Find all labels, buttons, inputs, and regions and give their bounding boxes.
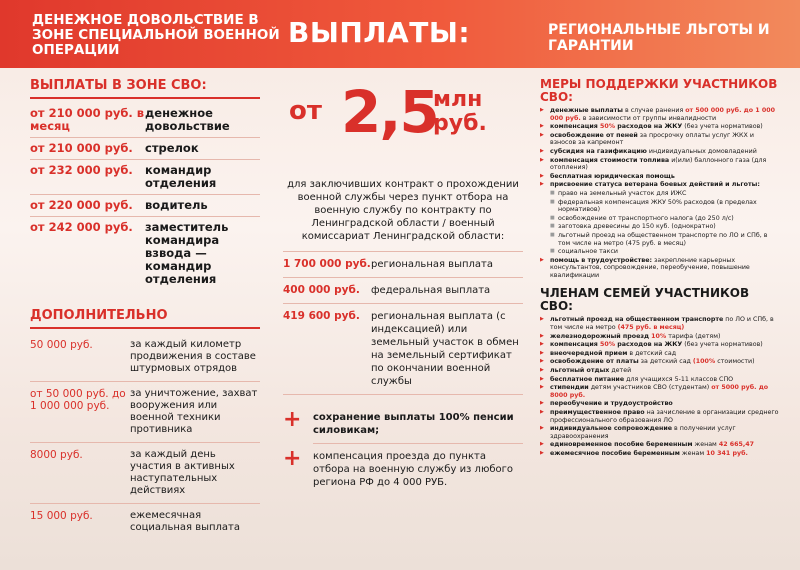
benefit-plus-row <box>283 444 523 495</box>
additional-label: за каждый километр продвижения в составе штурмовых отрядов <box>130 339 256 374</box>
list-item: ▶ ежемесячное пособие беременным женам 10 341 руб. <box>540 450 780 458</box>
contract-amount: 1 700 000 руб. <box>283 258 371 270</box>
contract-label: федеральная выплата <box>371 285 491 296</box>
list-item: ▶ помощь в трудоустройстве: закрепление карьерных консультантов, сопровождение, переобучение, повышение квалификации <box>540 257 780 280</box>
headline-unit <box>433 88 487 136</box>
svo-payments-title: ВЫПЛАТЫ В ЗОНЕ СВО: <box>30 78 260 99</box>
list-item: ▶ освобождение от платы за детский сад (100% стоимости) <box>540 358 780 366</box>
additional-row <box>30 333 260 382</box>
contract-payment-row <box>283 304 523 395</box>
contract-amount: 419 600 руб. <box>283 310 360 322</box>
list-item: ▶ единовременное пособие беременным женам 42 665,47 <box>540 441 780 449</box>
plus-icon: + <box>283 407 302 432</box>
additional-row <box>30 504 260 540</box>
contract-label: региональная выплата <box>371 259 493 270</box>
svo-row <box>30 138 260 160</box>
list-subitem: ■ освобождение от транспортного налога (до 250 л/с) <box>540 215 780 223</box>
headline-amount <box>283 78 523 158</box>
header-right-title: РЕГИОНАЛЬНЫЕ ЛЬГОТЫ И ГАРАНТИИ <box>548 22 770 54</box>
svo-row <box>30 103 260 138</box>
contract-payment-row <box>283 278 523 304</box>
list-item: ▶ льготный отдых детей <box>540 367 780 375</box>
additional-label: ежемесячная социальная выплата <box>130 510 240 533</box>
plus-icon: + <box>283 446 302 471</box>
right-column <box>540 78 780 459</box>
benefit-label: сохранение выплаты 100% пенсии силовикам; <box>313 412 514 436</box>
header-banner <box>0 0 800 68</box>
svo-amount: от 232 000 руб. <box>30 163 133 177</box>
support-title: МЕРЫ ПОДДЕРЖКИ УЧАСТНИКОВ СВО: <box>540 77 778 104</box>
list-item: ▶ льготный проезд на общественном транспорте по ЛО и СПб, в том числе на метро (475 руб. в месяц) <box>540 316 780 331</box>
svo-label: заместитель командира взвода — командир отделения <box>145 220 229 286</box>
svo-label: денежное довольствие <box>145 106 230 133</box>
additional-label: за каждый день участия в активных наступательных действиях <box>130 449 235 496</box>
list-item: ▶ железнодорожный проезд 10% тарифа (детям) <box>540 333 780 341</box>
list-subitem: ■ льготный проезд на общественном транспорте по ЛО и СПб, в том числе на метро (475 руб. в месяц) <box>540 232 780 247</box>
left-column <box>30 78 260 540</box>
list-item: ▶ внеочередной прием в детский сад <box>540 350 780 358</box>
list-item: ▶ субсидия на газификацию индивидуальных домовладений <box>540 148 780 156</box>
list-subitem: ■ федеральная компенсация ЖКУ 50% расходов (в пределах нормативов) <box>540 199 780 214</box>
list-item: ▶ денежные выплаты в случае ранения от 500 000 руб. до 1 000 000 руб. в зависимости от группы инвалидности <box>540 107 780 122</box>
list-item: ▶ переобучение и трудоустройство <box>540 400 780 408</box>
list-item: ▶ преимущественное право на зачисление в организации среднего профессионального образования ЛО <box>540 409 780 424</box>
additional-amount: 8000 руб. <box>30 449 83 461</box>
header-left-title: ДЕНЕЖНОЕ ДОВОЛЬСТВИЕ В ЗОНЕ СПЕЦИАЛЬНОЙ ВОЕННОЙ ОПЕРАЦИИ <box>32 12 280 58</box>
list-item: ▶ стипендии детям участников СВО (студентам) от 5000 руб. до 8000 руб. <box>540 384 780 399</box>
additional-row <box>30 443 260 504</box>
svo-label: стрелок <box>145 141 199 155</box>
headline-from: от <box>289 96 322 126</box>
additional-row <box>30 382 260 443</box>
middle-column <box>283 78 523 495</box>
list-item: ▶ индивидуальное сопровождение в получении услуг здравоохранения <box>540 425 780 440</box>
headline-unit-mln: млн <box>433 87 483 112</box>
headline-number: 2,5 <box>341 78 438 146</box>
contract-amount: 400 000 руб. <box>283 284 360 296</box>
header-mid-title: ВЫПЛАТЫ: <box>288 16 471 49</box>
additional-label: за уничтожение, захват вооружения или военной техники противника <box>130 388 258 435</box>
list-item: ▶ бесплатное питание для учащихся 5-11 классов СПО <box>540 376 780 384</box>
contract-intro: для заключивших контракт о прохождении военной службы через пункт отбора на военную службу по контракту по Ленинградской области / военный комиссариат Ленинградской области: <box>287 179 519 242</box>
svo-amount: от 220 000 руб. <box>30 198 133 212</box>
list-item: ▶ освобождение от пеней за просрочку оплаты услуг ЖКХ и взносов за капремонт <box>540 132 780 147</box>
svo-row <box>30 217 260 290</box>
svo-label: водитель <box>145 198 208 212</box>
list-item: ▶ компенсация стоимости топлива и(или) баллонного газа (для отопления) <box>540 157 780 172</box>
additional-amount: 15 000 руб. <box>30 510 93 522</box>
family-title: ЧЛЕНАМ СЕМЕЙ УЧАСТНИКОВ СВО: <box>540 286 750 314</box>
benefit-label: компенсация проезда до пункта отбора на военную службу из любого региона РФ до 4 000 РУБ. <box>313 451 514 488</box>
list-item: ▶ компенсация 50% расходов на ЖКУ (без учета нормативов) <box>540 341 780 349</box>
svo-amount: от 242 000 руб. <box>30 220 133 234</box>
list-subitem: ■ право на земельный участок для ИЖС <box>540 190 780 198</box>
list-item: ▶ присвоение статуса ветерана боевых действий и льготы: <box>540 181 780 189</box>
svo-label: командир отделения <box>145 163 217 190</box>
additional-amount: 50 000 руб. <box>30 339 93 351</box>
headline-unit-rub: руб. <box>433 111 487 136</box>
additional-amount: от 50 000 руб. до 1 000 000 руб. <box>30 388 126 412</box>
additional-title: ДОПОЛНИТЕЛЬНО <box>30 308 260 329</box>
list-subitem: ■ социальное такси <box>540 248 780 256</box>
svo-amount: от 210 000 руб. в месяц <box>30 106 144 133</box>
list-item: ▶ компенсация 50% расходов на ЖКУ (без учета нормативов) <box>540 123 780 131</box>
svo-row <box>30 160 260 195</box>
list-subitem: ■ заготовка древесины до 150 куб. (однократно) <box>540 223 780 231</box>
svo-amount: от 210 000 руб. <box>30 141 133 155</box>
list-item: ▶ бесплатная юридическая помощь <box>540 173 780 181</box>
svo-row <box>30 195 260 217</box>
contract-payment-row <box>283 251 523 278</box>
contract-label: региональная выплата (с индексацией) или земельный участок в обмен на земельный сертификат по окончании военной службы <box>371 311 519 387</box>
benefit-plus-row <box>283 405 523 443</box>
